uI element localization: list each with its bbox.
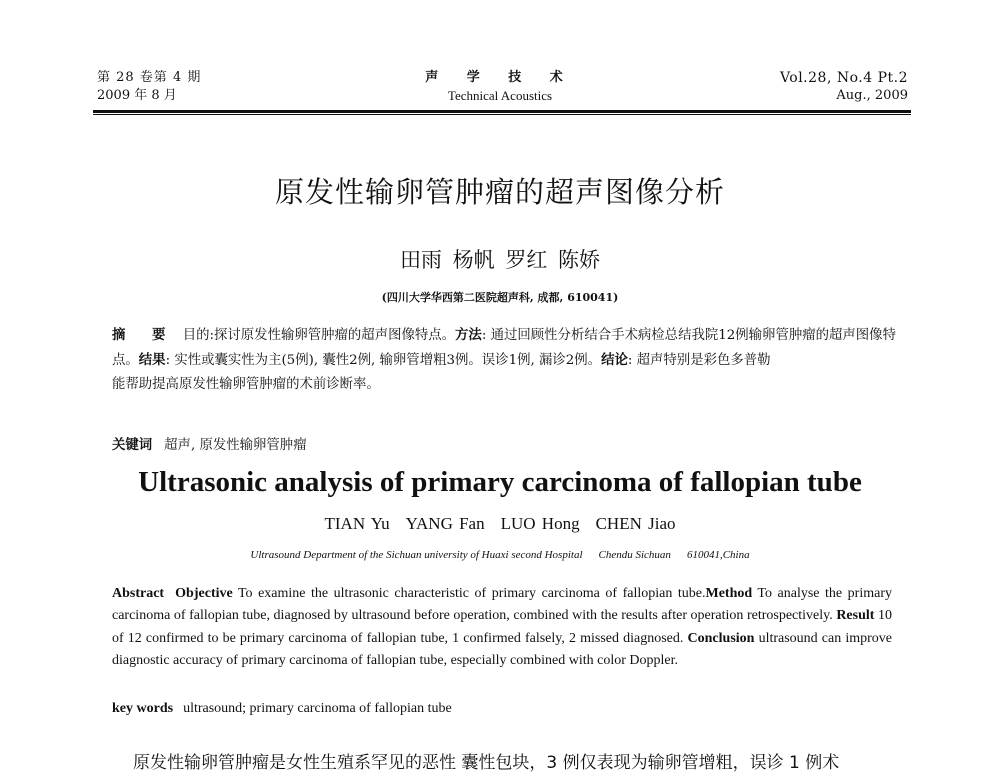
result-en-label: Result	[836, 608, 875, 624]
date-en: Aug., 2009	[836, 88, 908, 103]
author-en: TIAN Yu	[324, 514, 390, 533]
header-rule-thin	[93, 114, 911, 115]
affiliation-en-city: Chendu Sichuan	[598, 549, 671, 561]
author-en: YANG Fan	[405, 514, 485, 533]
keywords-en-text: ultrasound; primary carcinoma of fallopian tube	[183, 701, 452, 716]
volume-issue-cn: 第 28 卷第 4 期	[97, 70, 202, 85]
affiliation-cn: (四川大学华西第二医院超声科, 成都, 610041)	[381, 291, 619, 304]
affiliation-en	[0, 549, 1000, 561]
method-en-label: Method	[705, 586, 753, 601]
header-rule-thick	[93, 110, 911, 113]
objective-cn: :探讨原发性输卵管肿瘤的超声图像特点。	[209, 328, 456, 343]
objective-en-label: Objective	[175, 586, 233, 601]
body-text-cutoff: 原发性输卵管肿瘤是女性生殖系罕见的恶性 囊性包块，3 例仅表现为输卵管增粗，误诊 1 例术	[133, 753, 840, 773]
result-cn-label: 结果	[138, 352, 166, 368]
method-cn-label: 方法	[455, 327, 482, 343]
volume-issue-en: Vol.28, No.4 Pt.2	[779, 70, 908, 86]
keywords-en	[112, 701, 452, 717]
date-cn: 2009 年 8 月	[97, 88, 177, 103]
abstract-en-label: Abstract	[112, 586, 165, 601]
keywords-cn	[112, 434, 307, 453]
keywords-cn-label: 关键词	[112, 437, 153, 453]
keywords-en-label: key words	[112, 701, 174, 716]
method-cn: : 通过回顾性分析结合手术病检总结我院12例输卵管肿瘤的超声图像特点。	[112, 328, 896, 368]
author-en: LUO Hong	[500, 514, 580, 533]
keywords-cn-text: 超声, 原发性输卵管肿瘤	[164, 438, 307, 453]
journal-name-cn: 声 学 技 术	[425, 70, 575, 85]
conclusion-cn: : 超声特别是彩色多普勒	[627, 353, 771, 368]
result-en: 10 of 12 confirmed to be primary carcinoma of fallopian tube, 1 confirmed falsely, 2 missed diagnosed.	[112, 608, 892, 646]
affiliation-en-dept: Ultrasound Department of the Sichuan university of Huaxi second Hospital	[250, 549, 583, 561]
result-cn: : 实性或囊实性为主(5例), 囊性2例, 输卵管增粗3例。误诊1例, 漏诊2例。	[165, 353, 602, 368]
objective-cn-label: 目的	[182, 328, 210, 343]
abstract-en	[112, 583, 892, 673]
conclusion-cn-cont: 能帮助提高原发性输卵管肿瘤的术前诊断率。	[112, 377, 380, 392]
conclusion-cn-label: 结论	[601, 352, 628, 368]
objective-en: To examine the ultrasonic characteristic of primary carcinoma of fallopian tube.	[232, 586, 706, 601]
conclusion-en: ultrasound can improve diagnostic accuracy of primary carcinoma of fallopian tube, especially combined with color Doppler.	[112, 630, 893, 669]
conclusion-en-label: Conclusion	[687, 630, 755, 646]
authors-en	[0, 514, 1000, 534]
abstract-cn	[112, 323, 896, 397]
method-en: To analyse the primary carcinoma of fallopian tube, diagnosed by ultrasound before operation, combined with the results after operation retrospectively.	[112, 586, 892, 624]
title-cn: 原发性输卵管肿瘤的超声图像分析	[274, 175, 725, 209]
abstract-cn-label: 摘 要	[112, 327, 177, 343]
title-en: Ultrasonic analysis of primary carcinoma of fallopian tube	[138, 466, 862, 498]
header-right	[780, 69, 908, 105]
author-en: CHEN Jiao	[595, 514, 676, 533]
journal-name-en: Technical Acoustics	[447, 88, 553, 103]
affiliation-en-postcode: 610041,China	[686, 549, 750, 561]
authors-cn: 田雨 杨帆 罗红 陈娇	[399, 248, 601, 272]
